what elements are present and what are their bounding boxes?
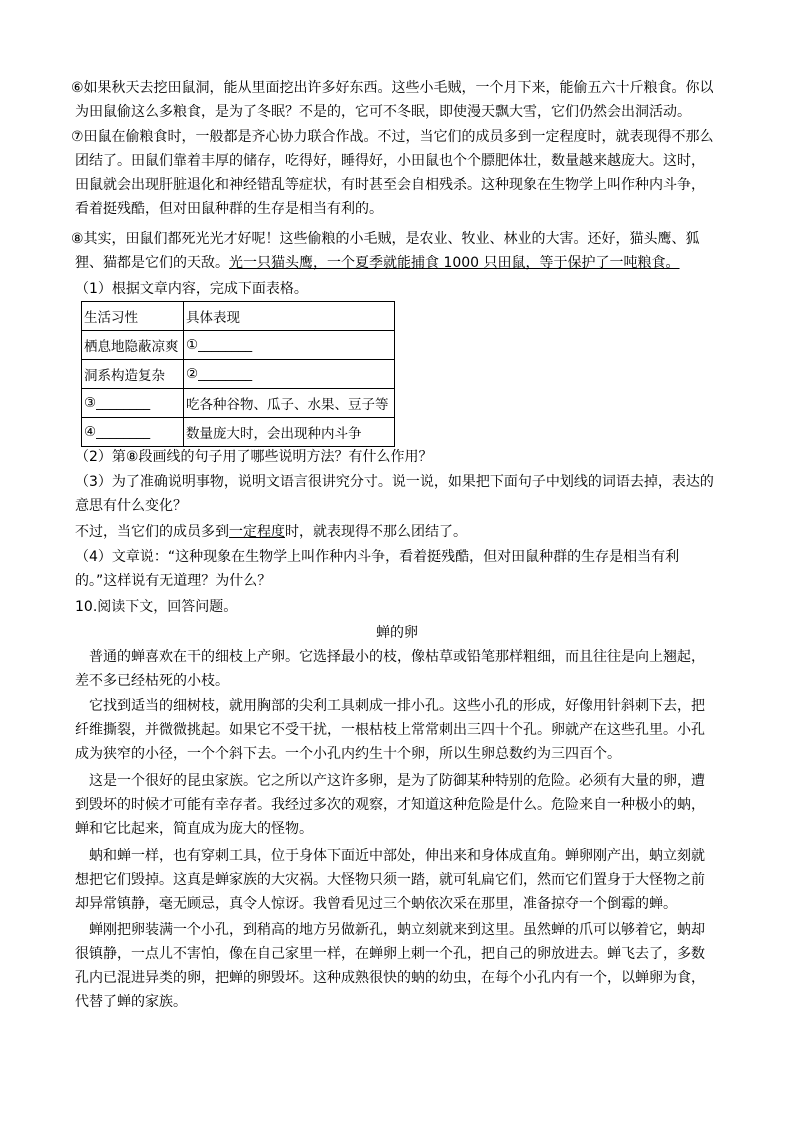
article-paragraph-1: 普通的蝉喜欢在干的细枝上产卵。它选择最小的枝，像枯草或铅笔那样粗细，而且往往是向上翘起，差不多已经枯死的小枝。 (75, 649, 705, 689)
paragraph-6: ⑥如果秋天去挖田鼠洞，能从里面挖出许多好东西。这些小毛贼，一个月下来，能偷五六十斤粮食。你以为田鼠偷这么多粮食，是为了冬眠？不是的，它可不冬眠，即使漫天飘大雪，它们仍然会出洞活动。 (71, 80, 714, 120)
table-row (82, 331, 395, 360)
paragraph-7: ⑦田鼠在偷粮食时，一般都是齐心协力联合作战。不过，当它们的成员多到一定程度时，就表现得不那么团结了。田鼠们靠着丰厚的储存，吃得好，睡得好，小田鼠也个个膘肥体壮，数量越来越庞大。这时，田鼠就会出现肝脏退化和神经错乱等症状，有时甚至会自相残杀。这种现象在生物学上叫作种内斗争，看着挺残酷，但对田鼠种群的生存是相当有利的。 (71, 129, 714, 217)
answer-blank-3[interactable]: ③________ (82, 389, 184, 418)
underlined-phrase: 一定程度 (229, 524, 285, 540)
table-header-row (82, 302, 395, 331)
answer-blank-2[interactable]: ②________ (184, 360, 395, 389)
table-cell: 吃各种谷物、瓜子、水果、豆子等 (184, 389, 395, 418)
question-1: （1）根据文章内容，完成下面表格。 (75, 281, 308, 297)
answer-blank-1[interactable]: ①________ (184, 331, 395, 360)
table-row (82, 389, 395, 418)
question-4: （4）文章说：“这种现象在生物学上叫作种内斗争，看着挺残酷，但对田鼠种群的生存是相当有利的。”这样说有无道理？为什么？ (75, 549, 680, 589)
question-3: （3）为了准确说明事物，说明文语言很讲究分寸。说一说，如果把下面句子中划线的词语去掉，表达的意思有什么变化？ (75, 474, 714, 514)
sentence-text: 不过，当它们的成员多到 (75, 524, 229, 540)
paragraph-8-text: ⑧其实，田鼠们都死光光才好呢！这些偷粮的小毛贼，是农业、牧业、林业的大害。还好，猫头鹰、狐狸、猫都是它们的天敌。 (71, 231, 700, 271)
table-row (82, 418, 395, 447)
table-header-cell: 具体表现 (184, 302, 395, 331)
table-header-cell: 生活习性 (82, 302, 184, 331)
table-cell: 洞系构造复杂 (82, 360, 184, 389)
paragraph-8-underlined-sentence: 光一只猫头鹰，一个夏季就能捕食 1000 只田鼠，等于保护了一吨粮食。 (229, 255, 680, 271)
table-cell: 栖息地隐蔽凉爽 (82, 331, 184, 360)
answer-blank-4[interactable]: ④________ (82, 418, 184, 447)
question-3-sentence (75, 520, 715, 544)
paragraph-8 (71, 227, 715, 275)
sentence-text: 时，就表现得不那么团结了。 (285, 524, 467, 540)
article-paragraph-2: 它找到适当的细树枝，就用胸部的尖利工具刺成一排小孔。这些小孔的形成，好像用针斜刺下去，把纤维撕裂，并微微挑起。如果它不受干扰，一根枯枝上常常刺出三四十个孔。卵就产在这些孔里。小孔成为狭窄的小径，一个个斜下去。一个小孔内约生十个卵，所以生卵总数约为三四百个。 (75, 698, 705, 762)
article-paragraph-3: 这是一个很好的昆虫家族。它之所以产这许多卵，是为了防御某种特别的危险。必须有大量的卵，遭到毁坏的时候才可能有幸存者。我经过多次的观察，才知道这种危险是什么。危险来自一种极小的蚋，蝉和它比起来，简直成为庞大的怪物。 (75, 773, 705, 837)
article-title: 蝉的卵 (376, 625, 418, 641)
habits-table (81, 301, 395, 447)
article-paragraph-4: 蚋和蝉一样，也有穿刺工具，位于身体下面近中部处，伸出来和身体成直角。蝉卵刚产出，蚋立刻就想把它们毁掉。这真是蝉家族的大灾祸。大怪物只须一踏，就可轧扁它们，然而它们置身于大怪物之前却异常镇静，毫无顾忌，真令人惊讶。我曾看见过三个蚋依次采在那里，准备掠夺一个倒霉的蝉。 (75, 848, 705, 912)
question-10-prompt: 10.阅读下文，回答问题。 (75, 599, 238, 615)
table-cell: 数量庞大时，会出现种内斗争 (184, 418, 395, 447)
table-row (82, 360, 395, 389)
article-paragraph-5: 蝉刚把卵装满一个小孔，到稍高的地方另做新孔，蚋立刻就来到这里。虽然蝉的爪可以够着它，蚋却很镇静，一点儿不害怕，像在自己家里一样，在蝉卵上刺一个孔，把自己的卵放进去。蝉飞去了，多数孔内已混进异类的卵，把蝉的卵毁坏。这种成熟很快的蚋的幼虫，在每个小孔内有一个，以蝉卵为食，代替了蝉的家族。 (75, 922, 705, 1010)
question-2: （2）第⑧段画线的句子用了哪些说明方法？有什么作用？ (75, 449, 433, 465)
